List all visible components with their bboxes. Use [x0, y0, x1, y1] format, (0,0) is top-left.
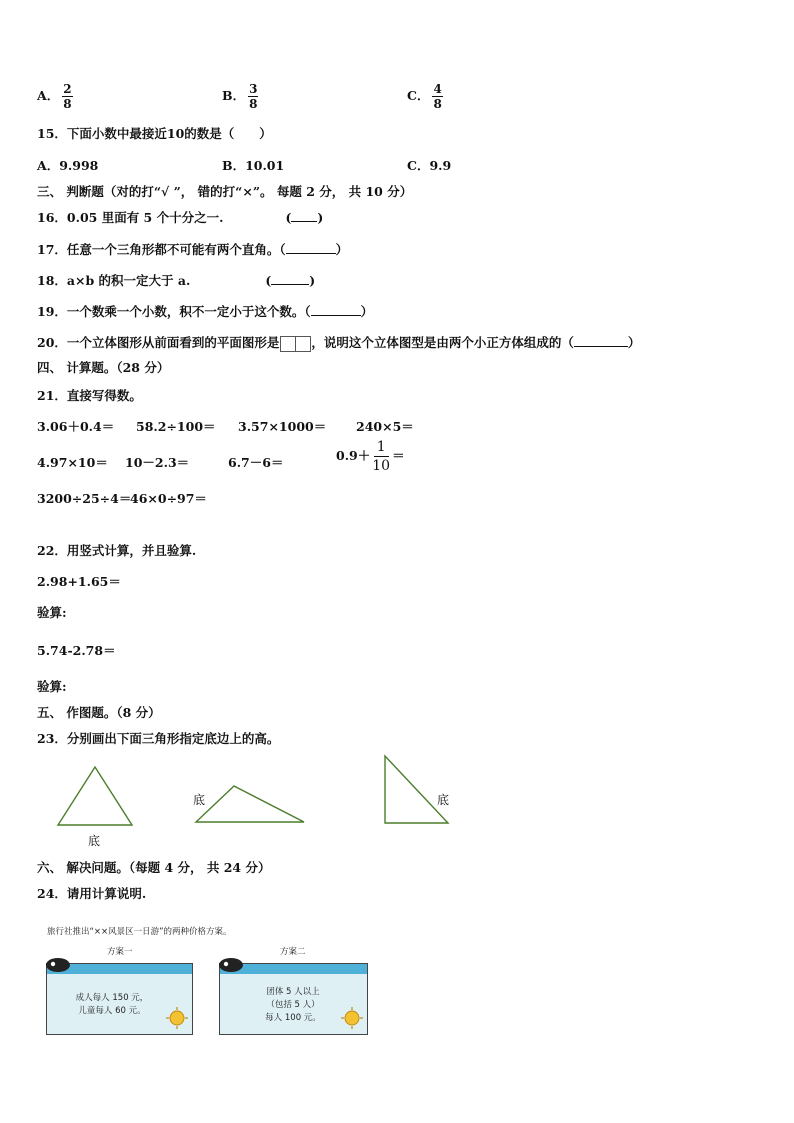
section-3-heading: 三、 判断题（对的打“√ ”， 错的打“×”。 每题 2 分， 共 10 分） [37, 184, 413, 199]
q18-question: 18．a×b 的积一定大于 a. ( ) [37, 273, 316, 288]
q15-option-a[interactable]: A．9.998 [37, 158, 99, 173]
q24-question: 24．请用计算说明. [37, 886, 147, 901]
calc-item: 3200÷25÷4＝ [37, 491, 132, 506]
q14-option-b[interactable]: B． $\frac{3}{8}$ [222, 82, 258, 111]
plan1-title: 方案一 [107, 947, 133, 957]
answer-blank[interactable] [286, 241, 336, 254]
q15-question: 15．下面小数中最接近10的数是（ ） [37, 126, 272, 141]
triangle-2 [196, 786, 304, 822]
q23-question: 23．分别画出下面三角形指定底边上的高。 [37, 731, 280, 746]
calc-item: 4.97×10＝ [37, 455, 108, 470]
triangles-figure [0, 750, 794, 850]
q15-option-c[interactable]: C．9.9 [407, 158, 452, 173]
calc-item: 46×0÷97＝ [130, 491, 207, 506]
sun-icon [340, 1006, 364, 1030]
q22-question: 22．用竖式计算，并且验算. [37, 543, 197, 558]
plan2-card [219, 963, 368, 1035]
plan2-title: 方案二 [280, 947, 306, 957]
q20-question: 20．一个立体图形从前面看到的平面图形是 ，说明这个立体图型是由两个小正方体组成的（ ） [37, 335, 641, 350]
calc-item-fraction: 0.9＋ $\frac{1}{10}$ ＝ [336, 439, 405, 474]
fraction: $\frac{1}{10}$ [372, 439, 391, 474]
calc-item: 3.57×1000＝ [238, 419, 327, 434]
answer-blank[interactable] [574, 334, 628, 347]
q22-expression-a: 2.98+1.65＝ [37, 574, 121, 589]
plan2-text: 团体 5 人以上 （包括 5 人） 每人 100 元。 [265, 987, 321, 1023]
two-squares-figure [280, 336, 310, 352]
travel-intro: 旅行社推出“××风景区一日游”的两种价格方案。 [47, 927, 232, 937]
q21-question: 21．直接写得数。 [37, 388, 142, 403]
section-5-heading: 五、 作图题。（8 分） [37, 705, 161, 720]
fraction: $\frac{4}{8}$ [433, 82, 442, 111]
q15-option-b[interactable]: B．10.01 [222, 158, 285, 173]
check-label: 验算: [37, 605, 67, 620]
q17-question: 17．任意一个三角形都不可能有两个直角。（ ） [37, 242, 349, 257]
calc-item: 3.06＋0.4＝ [37, 419, 115, 434]
q14-option-a[interactable]: A． $\frac{2}{8}$ [37, 82, 72, 111]
q16-question: 16．0.05 里面有 5 个十分之一. ( ) [37, 210, 324, 225]
q22-expression-b: 5.74-2.78＝ [37, 643, 116, 658]
check-label: 验算: [37, 679, 67, 694]
section-6-heading: 六、 解决问题。（每题 4 分， 共 24 分） [37, 860, 271, 875]
calc-item: 240×5＝ [356, 419, 414, 434]
sun-icon [165, 1006, 189, 1030]
triangle-1 [58, 767, 132, 825]
base-label: 底 [437, 793, 450, 807]
plan1-text: 成人每人 150 元， 儿童每人 60 元。 [75, 993, 149, 1016]
plan1-card [46, 963, 193, 1035]
calc-item: 6.7－6＝ [228, 455, 284, 470]
answer-blank[interactable] [271, 272, 309, 285]
answer-blank[interactable] [291, 209, 317, 222]
seal-icon [217, 955, 247, 973]
base-label: 底 [88, 834, 101, 848]
calc-item: 10－2.3＝ [125, 455, 190, 470]
section-4-heading: 四、 计算题。（28 分） [37, 360, 170, 375]
seal-icon [44, 955, 74, 973]
base-label: 底 [193, 793, 206, 807]
calc-item: 58.2÷100＝ [136, 419, 216, 434]
q14-option-c[interactable]: C． $\frac{4}{8}$ [407, 82, 442, 111]
fraction: $\frac{2}{8}$ [63, 82, 72, 111]
fraction: $\frac{3}{8}$ [249, 82, 258, 111]
q19-question: 19．一个数乘一个小数，积不一定小于这个数。（ ） [37, 304, 374, 319]
answer-blank[interactable] [311, 303, 361, 316]
triangle-3 [385, 756, 448, 823]
